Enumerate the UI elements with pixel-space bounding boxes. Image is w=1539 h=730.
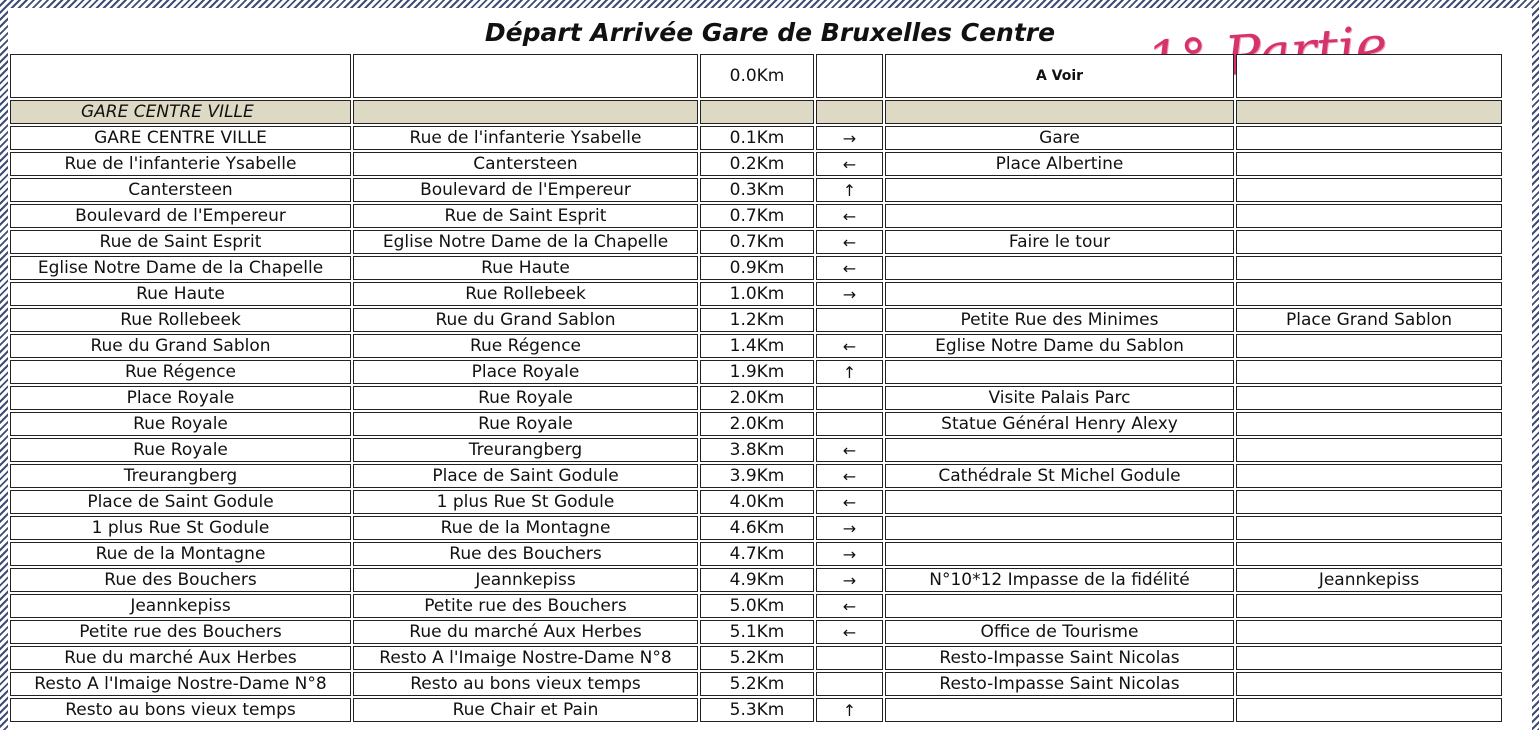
cell-extra [1236,204,1502,228]
direction-arrow-icon [816,412,883,436]
cell-a-voir [885,256,1234,280]
cell-from: Cantersteen [10,178,351,202]
cell-extra [1236,282,1502,306]
cell-distance: 1.4Km [700,334,814,358]
cell-distance: 0.9Km [700,256,814,280]
page-title: Départ Arrivée Gare de Bruxelles Centre [484,18,1056,47]
cell-to: Rue des Bouchers [353,542,698,566]
direction-arrow-icon: ↑ [816,178,883,202]
cell-distance: 0.2Km [700,152,814,176]
cell-extra: Place Grand Sablon [1236,308,1502,332]
header-cell-direction [816,54,883,98]
section-row [10,100,1502,124]
table-row [10,308,1502,332]
direction-arrow-icon: ← [816,230,883,254]
header-cell-to [353,54,698,98]
cell-distance: 5.2Km [700,646,814,670]
cell-distance: 4.0Km [700,490,814,514]
cell-to: 1 plus Rue St Godule [353,490,698,514]
cell-to: Treurangberg [353,438,698,462]
direction-arrow-icon [816,308,883,332]
cell-from: Rue Régence [10,360,351,384]
cell-a-voir [885,542,1234,566]
cell-to: Rue Royale [353,386,698,410]
direction-arrow-icon: → [816,542,883,566]
table-row [10,646,1502,670]
cell-distance: 0.7Km [700,204,814,228]
part-stamp: Partie [1222,13,1390,88]
direction-arrow-icon: → [816,516,883,540]
cell-a-voir: Petite Rue des Minimes [885,308,1234,332]
cell-distance: 4.9Km [700,568,814,592]
cell-extra [1236,464,1502,488]
table-row [10,178,1502,202]
cell-distance: 5.1Km [700,620,814,644]
direction-arrow-icon: → [816,282,883,306]
cell-extra [1236,438,1502,462]
cell-extra [1236,672,1502,696]
route-sheet [8,8,1532,730]
table-row [10,698,1502,722]
cell-a-voir: Cathédrale St Michel Godule [885,464,1234,488]
cell-from: GARE CENTRE VILLE [10,126,351,150]
direction-arrow-icon: ← [816,256,883,280]
section-cell [353,100,698,124]
cell-from: Boulevard de l'Empereur [10,204,351,228]
table-row [10,516,1502,540]
cell-distance: 0.7Km [700,230,814,254]
cell-a-voir: Resto-Impasse Saint Nicolas [885,646,1234,670]
cell-to: Eglise Notre Dame de la Chapelle [353,230,698,254]
cell-from: Rue Rollebeek [10,308,351,332]
direction-arrow-icon [816,672,883,696]
direction-arrow-icon: ↑ [816,360,883,384]
cell-distance: 3.9Km [700,464,814,488]
header-cell-extra [1236,54,1502,98]
table-row [10,672,1502,696]
cell-a-voir: Office de Tourisme [885,620,1234,644]
cell-a-voir: Gare [885,126,1234,150]
table-row [10,386,1502,410]
cell-to: Rue de Saint Esprit [353,204,698,228]
cell-a-voir: Faire le tour [885,230,1234,254]
cell-extra [1236,542,1502,566]
cell-distance: 5.2Km [700,672,814,696]
cell-extra [1236,230,1502,254]
cell-to: Rue Chair et Pain [353,698,698,722]
cell-to: Rue Haute [353,256,698,280]
cell-a-voir [885,490,1234,514]
cell-a-voir: Visite Palais Parc [885,386,1234,410]
cell-from: Rue Haute [10,282,351,306]
direction-arrow-icon: → [816,568,883,592]
cell-distance: 5.0Km [700,594,814,618]
cell-extra [1236,334,1502,358]
section-label: GARE CENTRE VILLE [10,100,351,124]
cell-from: Jeannkepiss [10,594,351,618]
cell-a-voir: Resto-Impasse Saint Nicolas [885,672,1234,696]
cell-to: Rue du Grand Sablon [353,308,698,332]
cell-to: Cantersteen [353,152,698,176]
header-cell-from [10,54,351,98]
cell-a-voir: N°10*12 Impasse de la fidélité [885,568,1234,592]
cell-from: Rue des Bouchers [10,568,351,592]
cell-distance: 4.6Km [700,516,814,540]
direction-arrow-icon: ← [816,152,883,176]
cell-extra [1236,620,1502,644]
direction-arrow-icon: ← [816,490,883,514]
table-row [10,438,1502,462]
direction-arrow-icon: ← [816,204,883,228]
cell-to: Rue de la Montagne [353,516,698,540]
section-cell [816,100,883,124]
header-a-voir: A Voir [885,54,1234,98]
cell-from: Rue du marché Aux Herbes [10,646,351,670]
cell-distance: 3.8Km [700,438,814,462]
cell-a-voir [885,438,1234,462]
direction-arrow-icon: ← [816,620,883,644]
cell-to: Jeannkepiss [353,568,698,592]
cell-distance: 2.0Km [700,412,814,436]
table-row [10,126,1502,150]
cell-extra [1236,516,1502,540]
table-row [10,282,1502,306]
cell-a-voir [885,282,1234,306]
direction-arrow-icon: ← [816,438,883,462]
cell-extra [1236,698,1502,722]
route-table [8,52,1504,724]
cell-from: Rue de l'infanterie Ysabelle [10,152,351,176]
cell-a-voir [885,360,1234,384]
table-row [10,360,1502,384]
header-distance: 0.0Km [700,54,814,98]
cell-extra [1236,386,1502,410]
cell-from: Rue de Saint Esprit [10,230,351,254]
table-row [10,620,1502,644]
direction-arrow-icon: → [816,126,883,150]
cell-to: Resto A l'Imaige Nostre-Dame N°8 [353,646,698,670]
section-cell [885,100,1234,124]
cell-distance: 1.2Km [700,308,814,332]
cell-to: Petite rue des Bouchers [353,594,698,618]
cell-extra [1236,126,1502,150]
table-row [10,256,1502,280]
cell-to: Rue du marché Aux Herbes [353,620,698,644]
direction-arrow-icon [816,386,883,410]
cell-a-voir: Statue Général Henry Alexy [885,412,1234,436]
cell-distance: 0.3Km [700,178,814,202]
cell-distance: 5.3Km [700,698,814,722]
table-row [10,490,1502,514]
cell-from: Resto A l'Imaige Nostre-Dame N°8 [10,672,351,696]
cell-to: Rue de l'infanterie Ysabelle [353,126,698,150]
cell-to: Rue Royale [353,412,698,436]
cell-a-voir [885,204,1234,228]
cell-distance: 2.0Km [700,386,814,410]
table-row [10,568,1502,592]
header-row [10,54,1502,98]
route-table-body [10,54,1502,722]
table-row [10,334,1502,358]
section-cell [700,100,814,124]
cell-distance: 1.0Km [700,282,814,306]
cell-extra [1236,646,1502,670]
cell-extra [1236,256,1502,280]
cell-extra [1236,412,1502,436]
cell-distance: 0.1Km [700,126,814,150]
cell-a-voir [885,178,1234,202]
cell-distance: 4.7Km [700,542,814,566]
cell-to: Resto au bons vieux temps [353,672,698,696]
direction-arrow-icon: ← [816,594,883,618]
cell-extra: Jeannkepiss [1236,568,1502,592]
cell-a-voir [885,516,1234,540]
cell-a-voir: Eglise Notre Dame du Sablon [885,334,1234,358]
cell-from: Place Royale [10,386,351,410]
direction-arrow-icon: ← [816,334,883,358]
table-row [10,230,1502,254]
cell-a-voir [885,698,1234,722]
cell-from: Resto au bons vieux temps [10,698,351,722]
cell-from: Petite rue des Bouchers [10,620,351,644]
cell-a-voir [885,594,1234,618]
cell-extra [1236,490,1502,514]
cell-to: Rue Rollebeek [353,282,698,306]
table-row [10,412,1502,436]
direction-arrow-icon [816,646,883,670]
cell-extra [1236,178,1502,202]
cell-from: Rue Royale [10,412,351,436]
cell-from: Place de Saint Godule [10,490,351,514]
cell-from: Eglise Notre Dame de la Chapelle [10,256,351,280]
cell-distance: 1.9Km [700,360,814,384]
direction-arrow-icon: ↑ [816,698,883,722]
table-row [10,204,1502,228]
direction-arrow-icon: ← [816,464,883,488]
cell-to: Place de Saint Godule [353,464,698,488]
table-row [10,542,1502,566]
cell-from: Rue du Grand Sablon [10,334,351,358]
table-row [10,594,1502,618]
cell-extra [1236,594,1502,618]
cell-to: Rue Régence [353,334,698,358]
cell-a-voir: Place Albertine [885,152,1234,176]
cell-from: Rue Royale [10,438,351,462]
cell-to: Boulevard de l'Empereur [353,178,698,202]
cell-from: Treurangberg [10,464,351,488]
table-row [10,464,1502,488]
section-cell [1236,100,1502,124]
cell-extra [1236,152,1502,176]
cell-to: Place Royale [353,360,698,384]
cell-extra [1236,360,1502,384]
cell-from: Rue de la Montagne [10,542,351,566]
cell-from: 1 plus Rue St Godule [10,516,351,540]
table-row [10,152,1502,176]
